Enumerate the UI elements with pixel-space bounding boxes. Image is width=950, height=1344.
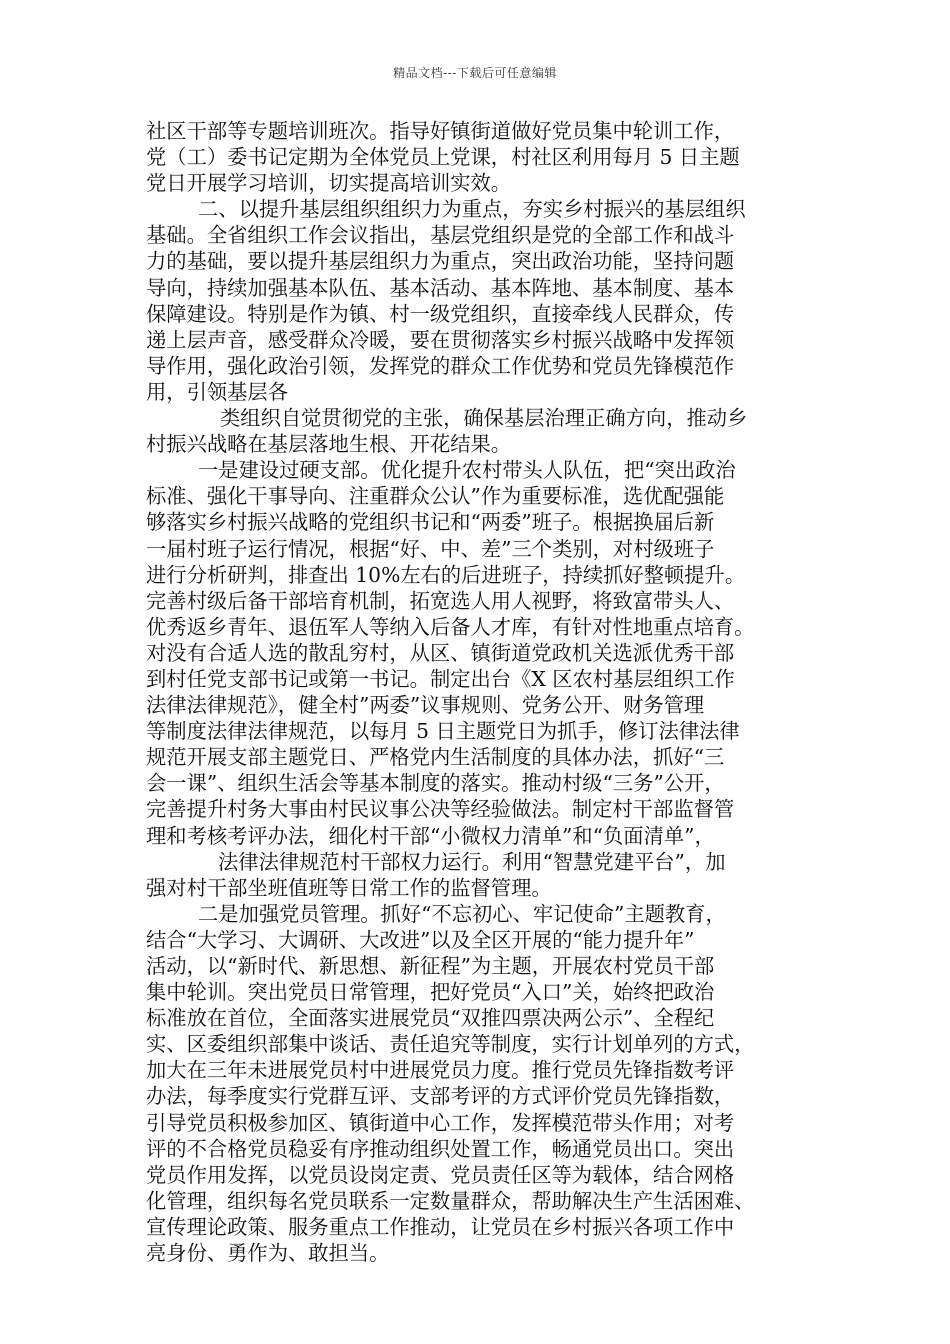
text-line: 等制度法律法律规范，以每月 5 日主题党日为抓手，修订法律法律 (146, 719, 740, 744)
text-line: 社区干部等专题培训班次。指导好镇街道做好党员集中轮训工作， (146, 119, 735, 143)
text-line: 加大在三年未进展党员村中进展党员力度。推行党员先锋指数考评 (146, 1058, 735, 1083)
text-line: 实、区委组织部集中谈话、责任追究等制度，实行计划单列的方式， (146, 1032, 755, 1057)
text-line: 用，引领基层各 (146, 379, 288, 404)
text-line: 够落实乡村振兴战略的党组织书记和“两委”班子。根据换届后新 (146, 510, 715, 535)
text-line: 法律法律规范》，健全村”两委”议事规则、党务公开、财务管理 (146, 693, 705, 718)
text-line: 亮身份、勇作为、敢担当。 (146, 1241, 390, 1266)
text-line: 党（工）委书记定期为全体党员上党课，村社区利用每月 5 日主题 (146, 145, 740, 170)
text-line: 标准放在首位，全面落实进展党员“双推四票决两公示”、全程纪 (146, 1006, 715, 1031)
text-line: 村振兴战略在基层落地生根、开花结果。 (146, 432, 512, 457)
text-line: 集中轮训。突出党员日常管理，把好党员“入口”关，始终把政治 (146, 980, 715, 1005)
page-header: 精品文档---下载后可任意编辑 (393, 66, 557, 80)
text-line: 递上层声音，感受群众冷暖，要在贯彻落实乡村振兴战略中发挥领 (146, 327, 735, 352)
text-line: 党日开展学习培训，切实提高培训实效。 (146, 171, 512, 196)
text-line: 强对村干部坐班值班等日常工作的监督管理。 (146, 875, 552, 900)
text-line: 宣传理论政策、服务重点工作推动，让党员在乡村振兴各项工作中 (146, 1214, 735, 1239)
text-line: 到村任党支部书记或第一书记。制定出台《X 区农村基层组织工作 (146, 666, 735, 691)
text-line: 标准、强化干事导向、注重群众公认”作为重要标准，选优配强能 (146, 484, 725, 509)
text-line: 二是加强党员管理。抓好“不忘初心、牢记使命”主题教育， (198, 901, 726, 926)
text-line: 理和考核考评办法，细化村干部“小微权力清单”和“负面清单”， (146, 823, 715, 848)
text-line: 结合“大学习、大调研、大改进”以及全区开展的“能力提升年” (146, 927, 695, 952)
text-line: 力的基础，要以提升基层组织力为重点，突出政治功能，坚持问题 (146, 249, 735, 274)
text-line: 会一课”、组织生活会等基本制度的落实。推动村级“三务”公开， (146, 771, 725, 796)
text-line: 活动，以“新时代、新思想、新征程”为主题，开展农村党员干部 (146, 954, 715, 978)
text-line: 优秀返乡青年、退伍军人等纳入后备人才库，有针对性地重点培育。 (146, 614, 755, 639)
document-body (146, 118, 826, 1266)
text-line: 完善村级后备干部培育机制，拓宽选人用人视野，将致富带头人、 (146, 588, 735, 613)
text-line: 一届村班子运行情况，根据“好、中、差”三个类别，对村级班子 (146, 536, 715, 561)
text-line: 法律法律规范村干部权力运行。利用“智慧党建平台”，加 (218, 849, 726, 874)
text-line: 类组织自觉贯彻党的主张，确保基层治理正确方向，推动乡 (220, 406, 748, 431)
text-line: 评的不合格党员稳妥有序推动组织处置工作，畅通党员出口。突出 (146, 1136, 735, 1161)
text-line: 党员作用发挥，以党员设岗定责、党员责任区等为载体，结合网格 (146, 1162, 735, 1187)
text-line: 基础。全省组织工作会议指出，基层党组织是党的全部工作和战斗 (146, 223, 735, 248)
text-line: 办法，每季度实行党群互评、支部考评的方式评价党员先锋指数， (146, 1084, 735, 1109)
text-line: 对没有合适人选的散乱穷村，从区、镇街道党政机关选派优秀干部 (146, 640, 735, 665)
text-line: 进行分析研判，排查出 10%左右的后进班子，持续抓好整顿提升。 (146, 562, 746, 587)
text-line: 导作用，强化政治引领，发挥党的群众工作优势和党员先锋模范作 (146, 353, 735, 378)
text-line: 一是建设过硬支部。优化提升农村带头人队伍，把“突出政治 (198, 458, 736, 483)
text-line: 完善提升村务大事由村民议事公决等经验做法。制定村干部监督管 (146, 797, 735, 822)
text-line: 规范开展支部主题党日、严格党内生活制度的具体办法，抓好“三 (146, 745, 725, 770)
text-line: 导向，持续加强基本队伍、基本活动、基本阵地、基本制度、基本 (146, 275, 735, 300)
text-line: 引导党员积极参加区、镇街道中心工作，发挥模范带头作用；对考 (146, 1110, 735, 1135)
text-line: 二、以提升基层组织组织力为重点，夯实乡村振兴的基层组织 (198, 197, 746, 222)
text-line: 化管理，组织每名党员联系一定数量群众，帮助解决生产生活困难、 (146, 1188, 755, 1213)
text-line: 保障建设。特别是作为镇、村一级党组织，直接牵线人民群众，传 (146, 301, 735, 326)
